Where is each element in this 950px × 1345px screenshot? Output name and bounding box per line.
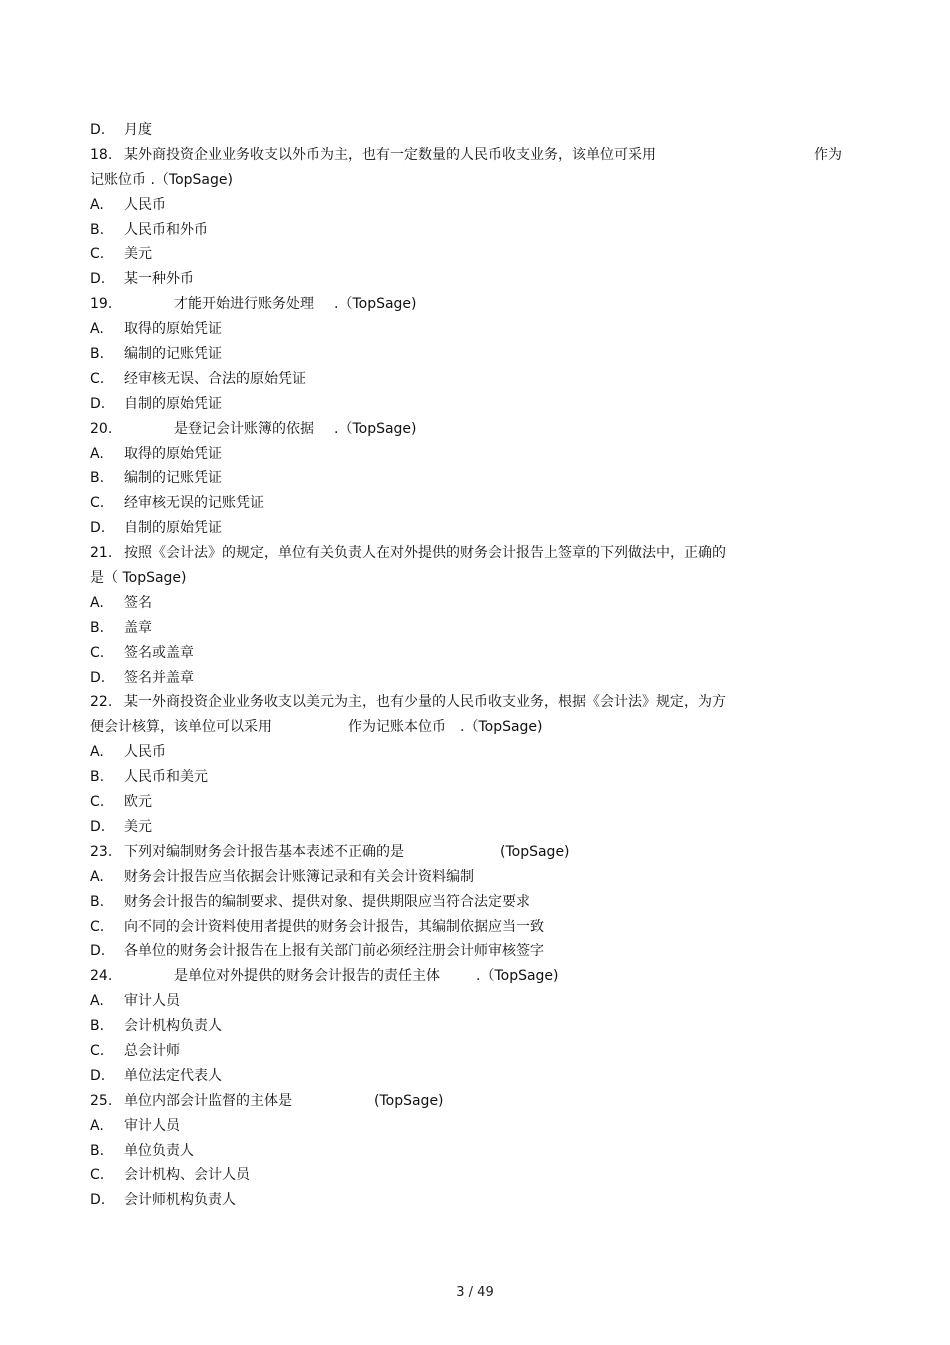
option-row bbox=[90, 367, 860, 392]
option-row bbox=[90, 1039, 860, 1064]
option-row bbox=[90, 890, 860, 915]
option-row bbox=[90, 815, 860, 840]
option-row bbox=[90, 342, 860, 367]
question-21-line1 bbox=[90, 541, 860, 566]
question-21-line2 bbox=[90, 566, 860, 591]
option-letter: A. bbox=[90, 445, 104, 462]
option-text: 总会计师 bbox=[124, 1042, 180, 1059]
option-letter: B. bbox=[90, 221, 105, 238]
option-row bbox=[90, 317, 860, 342]
question-number: 20. bbox=[90, 420, 113, 437]
question-text-tail: .（TopSage) bbox=[476, 968, 559, 985]
option-letter: B. bbox=[90, 470, 105, 487]
option-row bbox=[90, 442, 860, 467]
question-text: 某一外商投资企业业务收支以美元为主，也有少量的人民币收支业务，根据《会计法》规定，为方 bbox=[124, 694, 726, 711]
question-text-tail: .（TopSage) bbox=[460, 719, 543, 736]
option-text: 单位负责人 bbox=[124, 1142, 194, 1159]
option-text: 财务会计报告应当依据会计账簿记录和有关会计资料编制 bbox=[124, 868, 474, 885]
option-letter: D. bbox=[90, 271, 106, 288]
question-20 bbox=[90, 417, 860, 442]
option-text: 自制的原始凭证 bbox=[124, 520, 222, 537]
option-text: 月度 bbox=[124, 122, 152, 138]
option-letter: A. bbox=[90, 993, 104, 1010]
option-text: 财务会计报告的编制要求、提供对象、提供期限应当符合法定要求 bbox=[124, 893, 530, 910]
option-row bbox=[90, 915, 860, 940]
option-text: 取得的原始凭证 bbox=[124, 445, 222, 462]
option-text: 经审核无误的记账凭证 bbox=[124, 495, 264, 512]
option-text: 自制的原始凭证 bbox=[124, 395, 222, 412]
option-letter: D. bbox=[90, 943, 106, 960]
option-row bbox=[90, 790, 860, 815]
question-number: 21. bbox=[90, 545, 113, 562]
question-number: 25. bbox=[90, 1092, 113, 1109]
option-letter: B. bbox=[90, 619, 105, 636]
option-letter: D. bbox=[90, 669, 106, 686]
option-row bbox=[90, 666, 860, 691]
option-letter: B. bbox=[90, 1142, 105, 1159]
option-text: 各单位的财务会计报告在上报有关部门前必须经注册会计师审核签字 bbox=[124, 943, 544, 960]
option-row bbox=[90, 939, 860, 964]
option-letter: C. bbox=[90, 370, 105, 387]
option-letter: D. bbox=[90, 1192, 106, 1209]
option-text: 审计人员 bbox=[124, 1117, 180, 1134]
question-text: 按照《会计法》的规定，单位有关负责人在对外提供的财务会计报告上签章的下列做法中，正确的 bbox=[124, 545, 726, 562]
question-23 bbox=[90, 840, 860, 865]
question-text-mid: 作为记账本位币 bbox=[348, 719, 446, 736]
option-letter: D. bbox=[90, 1067, 106, 1084]
option-row bbox=[90, 466, 860, 491]
question-number: 19. bbox=[90, 296, 113, 313]
option-row bbox=[90, 591, 860, 616]
option-letter: A. bbox=[90, 744, 104, 761]
question-text: 单位内部会计监督的主体是 bbox=[124, 1092, 292, 1109]
question-list bbox=[90, 118, 860, 1213]
option-text: 向不同的会计资料使用者提供的财务会计报告，其编制依据应当一致 bbox=[124, 918, 544, 935]
question-text-tail: (TopSage) bbox=[374, 1092, 444, 1109]
option-text: 欧元 bbox=[124, 794, 152, 811]
option-row bbox=[90, 641, 860, 666]
page-number: 3 / 49 bbox=[456, 1285, 494, 1300]
question-18-line2 bbox=[90, 168, 860, 193]
option-row bbox=[90, 193, 860, 218]
option-letter: A. bbox=[90, 594, 104, 611]
question-text-tail: 作为 bbox=[814, 146, 842, 163]
option-row bbox=[90, 740, 860, 765]
question-text-tail: (TopSage) bbox=[500, 843, 570, 860]
question-text: 某外商投资企业业务收支以外币为主，也有一定数量的人民币收支业务，该单位可采用 bbox=[124, 146, 656, 163]
option-letter: D. bbox=[90, 520, 106, 537]
question-24 bbox=[90, 964, 860, 989]
option-letter: C. bbox=[90, 1042, 105, 1059]
option-letter: C. bbox=[90, 1167, 105, 1184]
question-text-cont: 记账位币 .（TopSage) bbox=[90, 171, 233, 188]
option-text: 会计机构、会计人员 bbox=[124, 1167, 250, 1184]
question-number: 24. bbox=[90, 968, 113, 985]
option-row bbox=[90, 242, 860, 267]
option-letter: A. bbox=[90, 321, 104, 338]
option-row bbox=[90, 267, 860, 292]
question-18-line1 bbox=[90, 143, 860, 168]
option-letter: B. bbox=[90, 769, 105, 786]
option-letter: D. bbox=[90, 122, 106, 138]
option-row bbox=[90, 1163, 860, 1188]
question-text: 是登记会计账簿的依据 bbox=[174, 420, 314, 437]
option-row bbox=[90, 1014, 860, 1039]
option-letter: A. bbox=[90, 1117, 104, 1134]
question-number: 22. bbox=[90, 694, 113, 711]
option-letter: B. bbox=[90, 346, 105, 363]
option-text: 签名 bbox=[124, 594, 152, 611]
option-row bbox=[90, 118, 860, 143]
option-text: 取得的原始凭证 bbox=[124, 321, 222, 338]
question-22-line1 bbox=[90, 690, 860, 715]
option-text: 人民币和外币 bbox=[124, 221, 208, 238]
option-row bbox=[90, 1139, 860, 1164]
option-letter: D. bbox=[90, 818, 106, 835]
question-22-line2 bbox=[90, 715, 860, 740]
option-row bbox=[90, 1114, 860, 1139]
option-letter: A. bbox=[90, 196, 104, 213]
option-text: 经审核无误、合法的原始凭证 bbox=[124, 370, 306, 387]
question-text-cont: 便会计核算，该单位可以采用 bbox=[90, 719, 272, 736]
option-text: 编制的记账凭证 bbox=[124, 470, 222, 487]
option-row bbox=[90, 989, 860, 1014]
option-row bbox=[90, 765, 860, 790]
option-row bbox=[90, 865, 860, 890]
option-letter: C. bbox=[90, 495, 105, 512]
option-row bbox=[90, 1064, 860, 1089]
question-text: 才能开始进行账务处理 bbox=[174, 296, 314, 313]
option-text: 编制的记账凭证 bbox=[124, 346, 222, 363]
question-number: 23. bbox=[90, 843, 113, 860]
option-text: 会计机构负责人 bbox=[124, 1018, 222, 1035]
option-text: 人民币和美元 bbox=[124, 769, 208, 786]
question-text-cont: 是（ TopSage) bbox=[90, 570, 187, 587]
question-number: 18. bbox=[90, 146, 113, 163]
question-text: 下列对编制财务会计报告基本表述不正确的是 bbox=[124, 843, 404, 860]
option-text: 会计师机构负责人 bbox=[124, 1192, 236, 1209]
option-letter: C. bbox=[90, 246, 105, 263]
option-text: 美元 bbox=[124, 818, 152, 835]
option-text: 人民币 bbox=[124, 744, 166, 761]
question-text-tail: .（TopSage) bbox=[334, 296, 417, 313]
option-text: 签名或盖章 bbox=[124, 644, 194, 661]
option-row bbox=[90, 516, 860, 541]
option-text: 单位法定代表人 bbox=[124, 1067, 222, 1084]
option-letter: B. bbox=[90, 1018, 105, 1035]
option-letter: B. bbox=[90, 893, 105, 910]
option-row bbox=[90, 218, 860, 243]
option-row bbox=[90, 1188, 860, 1213]
question-text: 是单位对外提供的财务会计报告的责任主体 bbox=[174, 968, 440, 985]
option-letter: C. bbox=[90, 918, 105, 935]
option-text: 盖章 bbox=[124, 619, 152, 636]
option-letter: D. bbox=[90, 395, 106, 412]
option-row bbox=[90, 616, 860, 641]
option-row bbox=[90, 491, 860, 516]
option-letter: A. bbox=[90, 868, 104, 885]
option-text: 某一种外币 bbox=[124, 271, 194, 288]
option-row bbox=[90, 392, 860, 417]
option-text: 人民币 bbox=[124, 196, 166, 213]
question-25 bbox=[90, 1089, 860, 1114]
option-letter: C. bbox=[90, 644, 105, 661]
option-text: 美元 bbox=[124, 246, 152, 263]
option-text: 签名并盖章 bbox=[124, 669, 194, 686]
option-text: 审计人员 bbox=[124, 993, 180, 1010]
question-text-tail: .（TopSage) bbox=[334, 420, 417, 437]
question-19 bbox=[90, 292, 860, 317]
option-letter: C. bbox=[90, 794, 105, 811]
